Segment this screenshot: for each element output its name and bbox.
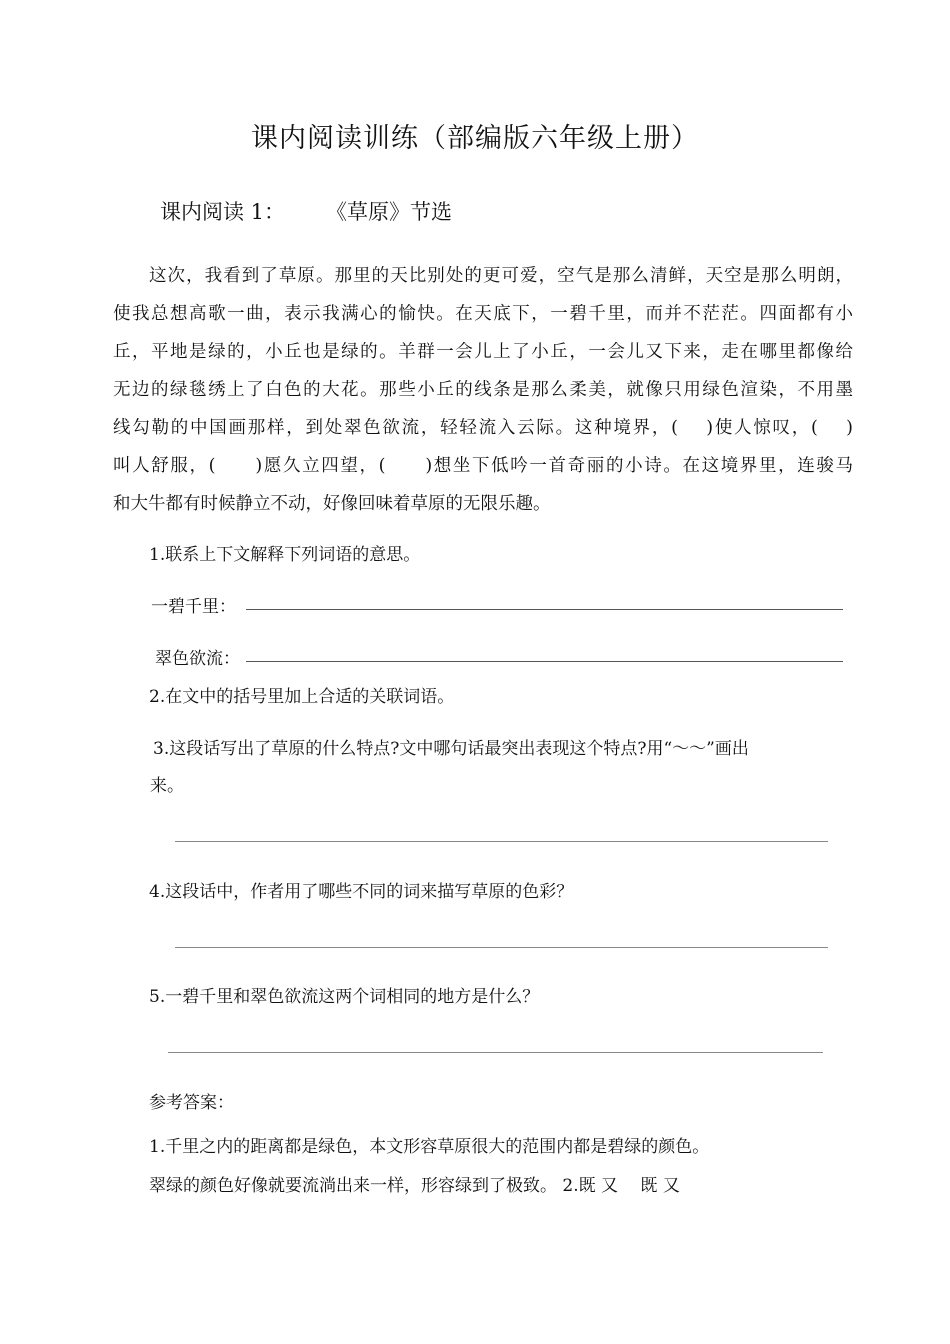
- passage-line: 这次，我看到了草原。那里的天比别处的更可爱，空气是那么清鲜，天空是那么明朗，: [149, 266, 853, 286]
- answer-line[interactable]: [175, 841, 828, 842]
- answer-line[interactable]: [168, 1052, 823, 1053]
- section-title: 《草原》节选: [326, 200, 452, 224]
- page-title: 课内阅读训练（部编版六年级上册）: [251, 123, 699, 154]
- passage-line: 使我总想高歌一曲，表示我满心的愉快。在天底下，一碧千里，而并不茫茫。四面都有小: [113, 304, 853, 324]
- passage-line: 和大牛都有时候静立不动，好像回味着草原的无限乐趣。: [113, 494, 551, 514]
- answers-heading: 参考答案：: [149, 1093, 234, 1113]
- passage-line: 丘，平地是绿的，小丘也是绿的。羊群一会儿上了小丘，一会儿又下来，走在哪里都像给: [113, 342, 853, 362]
- passage-line: 线勾勒的中国画那样，到处翠色欲流，轻轻流入云际。这种境界，( )使人惊叹，( ): [113, 418, 853, 438]
- term-label: 翠色欲流：: [155, 649, 240, 669]
- question-4: 4.这段话中，作者用了哪些不同的词来描写草原的色彩？: [149, 882, 574, 902]
- question-5: 5.一碧千里和翠色欲流这两个词相同的地方是什么？: [149, 987, 540, 1007]
- question-1: 1.联系上下文解释下列词语的意思。: [149, 545, 421, 565]
- question-3: 3.这段话写出了草原的什么特点?文中哪句话最突出表现这个特点?用“～～”画出: [153, 739, 749, 759]
- term-label: 一碧千里：: [151, 597, 236, 617]
- answer-text: 翠绿的颜色好像就要流淌出来一样，形容绿到了极致。 2.既 又 既 又: [149, 1176, 680, 1196]
- passage-line: 叫人舒服，( )愿久立四望，( )想坐下低吟一首奇丽的小诗。在这境界里，连骏马: [113, 456, 853, 476]
- question-2: 2.在文中的括号里加上合适的关联词语。: [149, 687, 455, 707]
- question-3-continued: 来。: [150, 776, 184, 796]
- answer-line[interactable]: [175, 947, 828, 948]
- section-label: 课内阅读 1：: [160, 200, 286, 224]
- answer-line[interactable]: [246, 661, 843, 662]
- passage-line: 无边的绿毯绣上了白色的大花。那些小丘的线条是那么柔美，就像只用绿色渲染，不用墨: [113, 380, 853, 400]
- answer-line[interactable]: [246, 609, 843, 610]
- answer-text: 1.千里之内的距离都是绿色，本文形容草原很大的范围内都是碧绿的颜色。: [149, 1137, 710, 1157]
